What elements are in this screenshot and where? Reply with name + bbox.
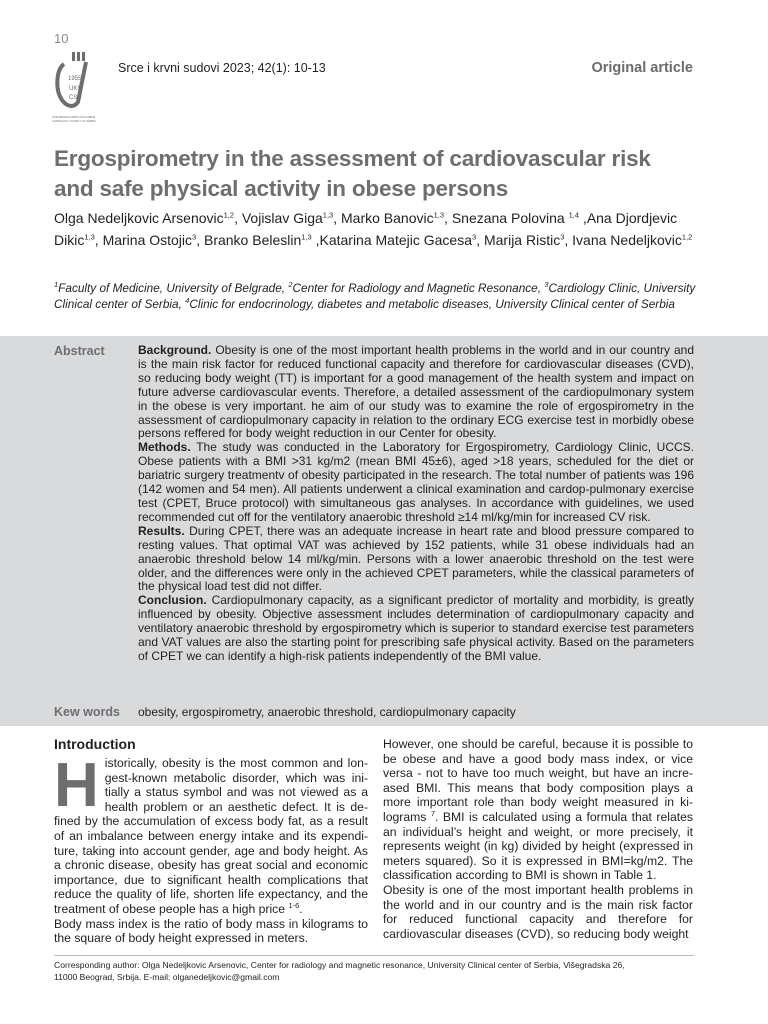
article-title [54, 144, 714, 204]
affiliation-number: 2 [288, 280, 293, 290]
footer-divider [54, 955, 694, 956]
affiliation-number: 3 [544, 280, 549, 290]
author-name: Snezana Polovina [451, 210, 569, 226]
abstract-label: Abstract [54, 344, 105, 358]
footer-line-2: 11000 Beograd, Srbija. E-mail: olganedeljkovic@gmail.com [54, 971, 280, 982]
abstract-section-heading: Methods. [138, 440, 191, 455]
author-name: Marko Banovic [341, 210, 434, 226]
author-separator: , [234, 210, 242, 226]
author-affiliation-ref: 1,2 [223, 210, 235, 220]
keywords-label: Kew words [54, 705, 120, 719]
abstract-section-heading: Results. [138, 523, 185, 538]
text-column-right [383, 737, 693, 941]
author-list [54, 208, 716, 251]
author-affiliation-ref: 3 [560, 231, 565, 241]
logo-uks: UKS [69, 86, 82, 92]
author-affiliation-ref: 1,3 [322, 210, 334, 220]
affiliation-text: Cardiology Clinic, University Clinical center of Serbia, [54, 281, 696, 311]
author-name: Branko Beleslin [203, 231, 302, 248]
affiliation-text: Clinic for endocrinology, diabetes and metabolic diseases, University Clinical center of Serbia [189, 296, 675, 311]
affiliations [54, 281, 716, 312]
author-affiliation-ref: 1,3 [301, 231, 312, 241]
author-name: Katarina Matejic Gacesa [319, 231, 473, 248]
title-line-2: and safe physical activity in obese persons [54, 176, 509, 201]
author-separator: , [94, 231, 103, 248]
paragraph-text: However, one should be careful, because it is possible to be obese and have a good body mass index, or vice versa - not to have too much weight, but have an increased BMI. This means that body composition plays a more important role than body weight measured in kilograms [383, 737, 693, 824]
author-affiliation-ref: 1,3 [433, 210, 445, 220]
paragraph-text: . [299, 901, 303, 916]
page-number: 10 [54, 31, 69, 46]
paragraph: Body mass index is the ratio of body mass in kilograms to the square of body height expressed in meters. [54, 916, 368, 946]
logo-css: CSS [69, 95, 82, 101]
logo-caption-1: UDRUŽENJE KARDIOLOGA SRBIJE [52, 116, 96, 119]
affiliation-text: Center for Radiology and Magnetic Resonance, [292, 281, 545, 295]
author-affiliation-ref: 1,2 [681, 231, 693, 241]
affiliation-number: 4 [185, 295, 190, 305]
abstract-section [138, 441, 694, 524]
paragraph-text: . BMI is calculated using a formula that relates an individual’s height and weight, or more precisely, it represents weight (in kg) divided by height (expressed in meters squared). So it is expressed in BMI=kg/m2. The classification according to BMI is shown in Table 1. [383, 809, 693, 883]
author-separator: , [196, 231, 204, 248]
author-separator: , [564, 231, 573, 248]
author-name: Ivana Nedeljkovic [572, 231, 682, 248]
author-name: Vojislav Giga [241, 210, 323, 226]
keywords-text: obesity, ergospirometry, anaerobic threshold, cardiopulmonary capacity [138, 705, 516, 719]
paragraph [54, 751, 368, 917]
author-separator: , [476, 231, 484, 248]
paragraph-text: istorically, obesity is the most common and longest-known metabolic disorder, which was initially a status symbol and was not viewed as a health problem or an aesthetic defect. It is defined by the accumulation of excess body fat, as a result of an imbalance between energy intake and its expenditure, taking into account gender, age and body height. As a chronic disease, obesity has great social and economic importance, due to significant health complications that reduce the quality of life, shorten life expectancy, and the treatment of obese people has a high price [54, 756, 368, 916]
abstract-section [138, 344, 694, 441]
journal-citation: Srce i krvni sudovi 2023; 42(1): 10-13 [118, 61, 326, 75]
abstract-section-text: The study was conducted in the Laboratory for Ergospirometry, Cardiology Clinic, UCCS. Obese patients with a BMI >31 kg/m2 (mean BMI 45±6), aged >18 years, scheduled for the diet or bariatric surgery treatmentv of obesity participated in the research. The total number of patients was 196 (142 women and 54 men). All patients underwent a clinical examination and cardop-pulmonary exercise test (CPET, Bruce protocol) with simultaneous gas analyses. In accordance with guidelines, we used recommended cut off for the ventilatory anaerobic threshold ≥14 ml/kg/min for increased CV risk. [138, 440, 694, 524]
citation-ref: 1-6 [288, 900, 300, 910]
author-separator: , [579, 210, 587, 226]
author-affiliation-ref: 1,3 [84, 231, 95, 241]
abstract-section-text: Cardiopulmonary capacity, as a significant predictor of mortality and morbidity, is greatly influenced by obesity. Objective assessment includes determination of cardiopulmonary capacity and ventilatory anaerobic threshold by ergospirometry which is superior to standard exercise test parameters and VAT values are also the starting point for prescribing safe physical activity. Based on the parameters of CPET we can identify a high-risk patients independently of the BMI value. [138, 593, 694, 663]
author-separator: , [311, 231, 320, 248]
journal-logo [52, 50, 104, 126]
author-affiliation-ref: 3 [472, 231, 477, 241]
corresponding-author-footer [54, 960, 694, 983]
logo-caption-2: CARDIOLOGY SOCIETY OF SERBIA [52, 120, 96, 123]
abstract-section-text: Obesity is one of the most important health problems in the world and in our country and is the main risk factor for reduced functional capacity and therefore for cardiovascular diseases (CVD), so reducing body weight (TT) is important for a good management of the health system and impact on future adverse cardiovascular events. Therefore, a detailed assessment of the cardiopulmonary system in the obese is very important. he aim of our study was to examine the role of ergospirometry in the assessment of cardiopulmonary capacity in relation to the ordinary ECG exercise test in morbidly obese persons reffered for body weight reduction in our Center for obesity. [138, 343, 694, 441]
footer-line-1: Corresponding author: Olga Nedeljkovic Arsenovic, Center for radiology and magnetic resonance, University Clinical center of Serbia, Višegradska 26, [54, 960, 625, 970]
abstract-section [138, 594, 694, 664]
author-separator: , [333, 210, 342, 226]
title-line-1: Ergospirometry in the assessment of cardiovascular risk [54, 146, 651, 171]
logo-year: 1955 [68, 76, 82, 82]
abstract-section-heading: Conclusion. [138, 593, 207, 608]
author-name: Marija Ristic [483, 231, 561, 248]
text-column-left [54, 751, 368, 946]
abstract-body [138, 344, 694, 664]
abstract-section-text: During CPET, there was an adequate increase in heart rate and blood pressure compared to resting values. That optimal VAT was achieved by 152 patients, while 31 obese individuals had an anaerobic threshold below 14 ml/kg/min. Persons with a lower anaerobic threshold on the test were older, and the differences were only in the achieved CPET parameters, while the classical parameters of the physical load test did not differ. [138, 523, 694, 594]
author-affiliation-ref: 3 [192, 231, 197, 241]
author-affiliation-ref: 1,4 [568, 210, 580, 220]
abstract-section-heading: Background. [138, 343, 212, 357]
drop-cap: H [54, 751, 99, 820]
affiliation-number: 1 [54, 280, 59, 290]
author-name: Olga Nedeljkovic Arsenovic [54, 210, 224, 226]
section-heading-introduction: Introduction [54, 736, 136, 752]
abstract-section [138, 525, 694, 595]
author-name: Ana Djordjevic Dikic [54, 210, 678, 248]
author-name: Marina Ostojic [102, 231, 193, 248]
affiliation-text: Faculty of Medicine, University of Belgrade, [58, 281, 289, 295]
citation-ref: 7 [430, 808, 435, 818]
paragraph: Obesity is one of the most important health problems in the world and in our country and is the main risk factor for reduced functional capacity and therefore for cardiovascular diseases (CVD), so reducing body weight [383, 882, 693, 941]
article-type: Original article [591, 60, 693, 76]
paragraph [383, 737, 693, 883]
author-separator: , [444, 210, 452, 226]
